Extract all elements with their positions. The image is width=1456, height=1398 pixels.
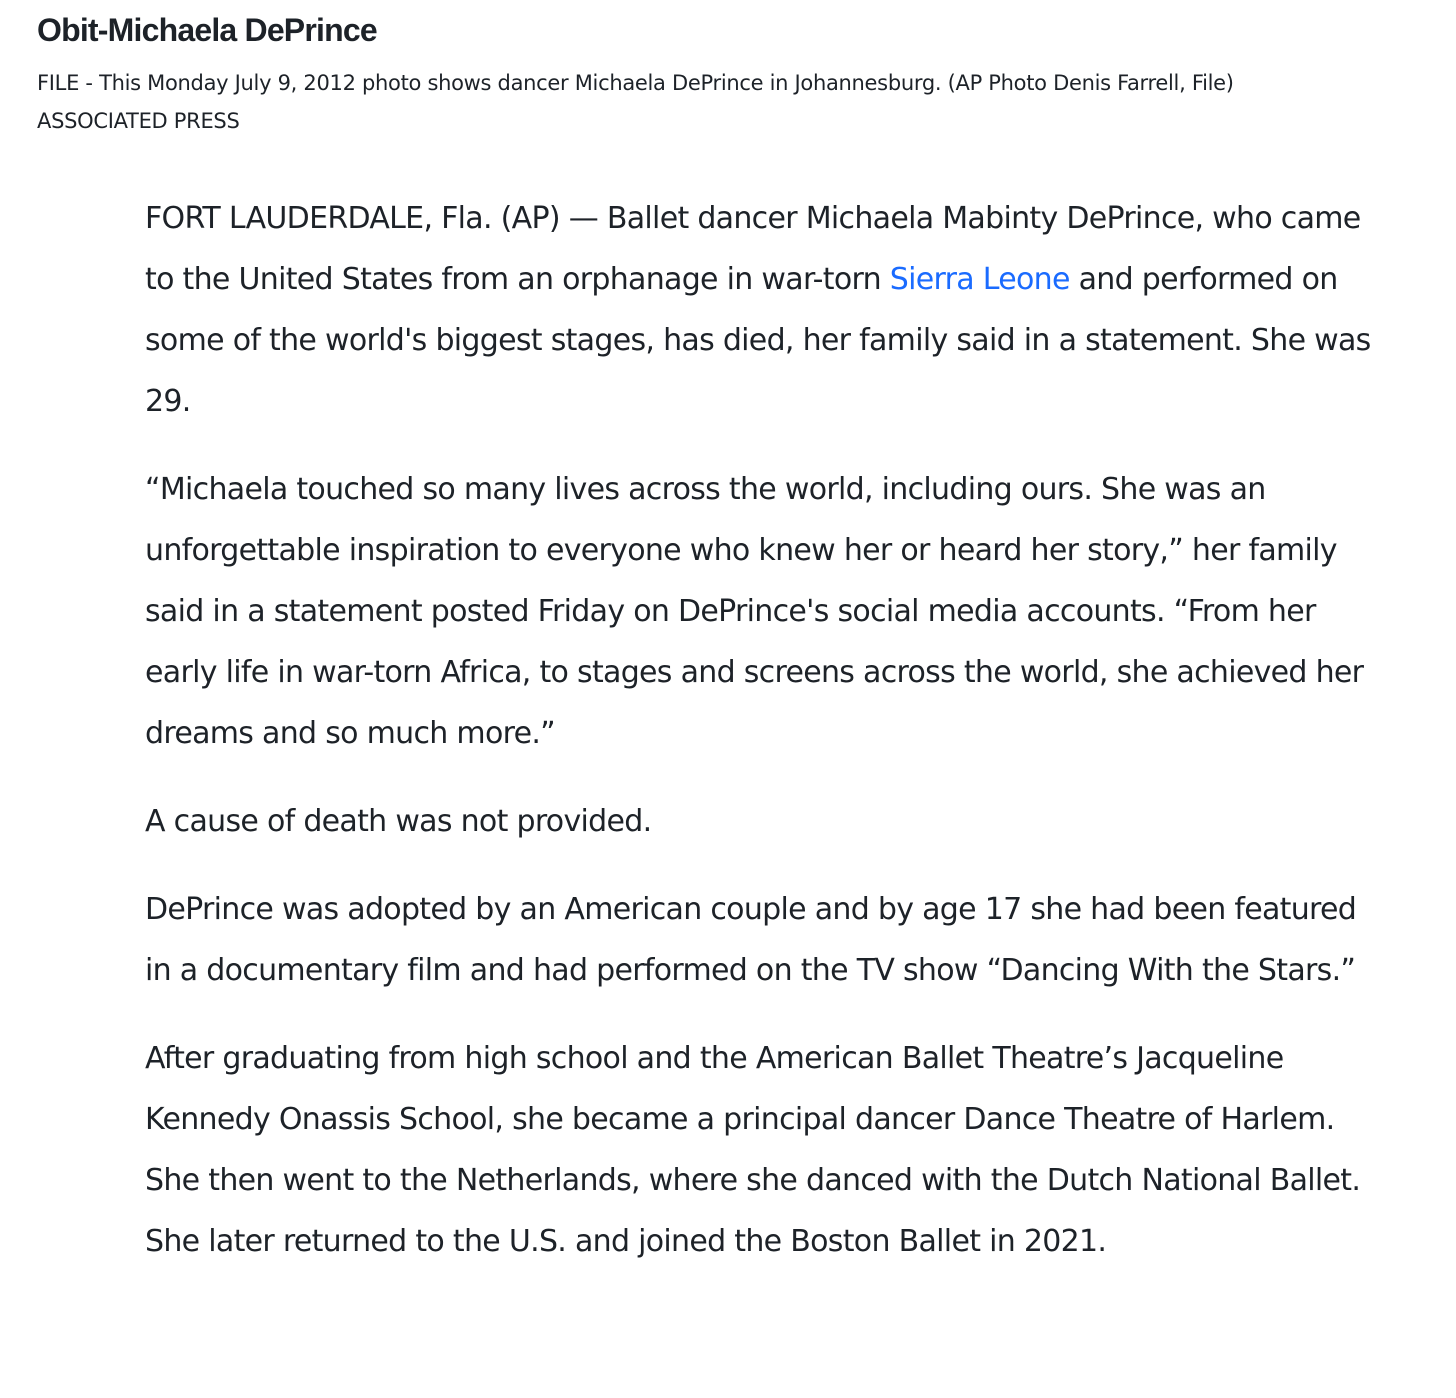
paragraph-1-text-end: and performed on some of the world's biggest stages, has died, her family said in a statement. She was 29. (145, 262, 1371, 419)
article-paragraph-2: “Michaela touched so many lives across the world, including ours. She was an unforgettable inspiration to everyone who knew her or heard her story,” her family said in a statement posted Friday on DePrince's social media accounts. “From her early life in war-torn Africa, to stages and screens across the world, she achieved her dreams and so much more.” (145, 472, 1364, 751)
article-paragraph-4: DePrince was adopted by an American couple and by age 17 she had been featured in a documentary film and had performed on the TV show “Dancing With the Stars.” (145, 892, 1357, 988)
article-body (145, 188, 1385, 1299)
article-paragraph-1 (145, 188, 1385, 432)
caption-credit: ASSOCIATED PRESS (37, 109, 240, 133)
caption-title: Obit-Michaela DePrince (37, 12, 377, 48)
sierra-leone-link[interactable]: Sierra Leone (889, 262, 1070, 297)
photo-caption (37, 8, 1437, 140)
article-paragraph-3: A cause of death was not provided. (145, 804, 652, 839)
article-paragraph-5: After graduating from high school and the American Ballet Theatre’s Jacqueline Kennedy Onassis School, she became a principal dancer Dance Theatre of Harlem. She then went to the Netherlands, where she danced with the Dutch National Ballet. She later returned to the U.S. and joined the Boston Ballet in 2021. (145, 1041, 1361, 1259)
paragraph-1-text-start: FORT LAUDERDALE, Fla. (AP) — Ballet dancer Michaela Mabinty DePrince, who came to the United States from an orphanage in war-torn (145, 201, 1361, 297)
caption-text: FILE - This Monday July 9, 2012 photo shows dancer Michaela DePrince in Johannesburg. (AP Photo Denis Farrell, File) (37, 71, 1234, 95)
